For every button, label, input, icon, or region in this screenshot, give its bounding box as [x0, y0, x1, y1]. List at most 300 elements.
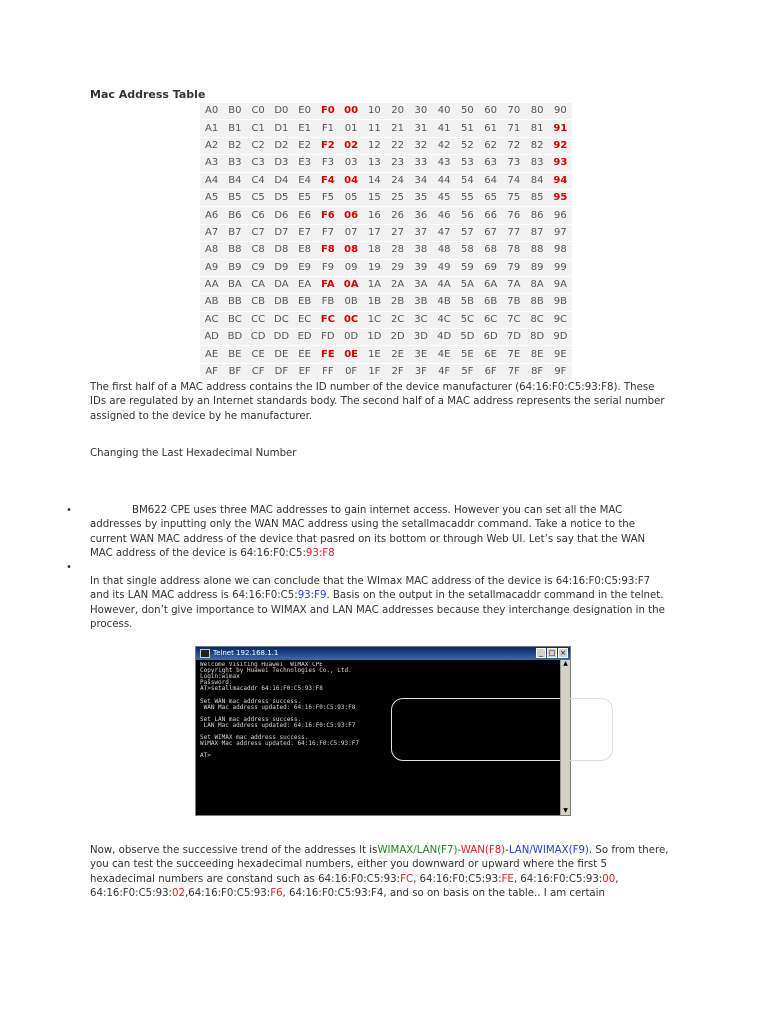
table-cell: F5 [316, 189, 339, 206]
wan-f8-label: WAN(F8) [460, 845, 506, 856]
table-cell: B7 [223, 224, 246, 241]
table-cell: DE [270, 346, 293, 363]
table-cell: 89 [526, 259, 549, 276]
table-cell: A1 [200, 120, 223, 137]
table-cell: 8C [526, 311, 549, 328]
table-cell: 78 [502, 242, 525, 259]
table-cell: CC [247, 311, 270, 328]
table-cell: 43 [433, 155, 456, 172]
table-cell: 2E [386, 346, 409, 363]
table-cell: 9A [549, 276, 572, 293]
table-cell: FF [316, 363, 339, 380]
table-cell: 4D [433, 329, 456, 346]
table-cell: 7F [502, 363, 525, 380]
table-cell: 5E [456, 346, 479, 363]
table-cell: 97 [549, 224, 572, 241]
table-cell: F3 [316, 155, 339, 172]
table-cell: 33 [409, 155, 432, 172]
table-cell: B0 [223, 103, 246, 120]
table-cell: 99 [549, 259, 572, 276]
table-cell: 93 [549, 155, 572, 172]
table-cell: 81 [526, 120, 549, 137]
table-cell: E2 [293, 137, 316, 154]
table-cell: 24 [386, 172, 409, 189]
table-cell: D8 [270, 242, 293, 259]
table-cell: 58 [456, 242, 479, 259]
table-cell: 19 [363, 259, 386, 276]
table-cell: 47 [433, 224, 456, 241]
para3-text: , 64:16:F0:C5:93: [413, 873, 502, 885]
table-cell: 2F [386, 363, 409, 380]
table-cell: 16 [363, 207, 386, 224]
table-cell: 0F [340, 363, 363, 380]
bullet-1-highlight: 93:F8 [305, 548, 335, 560]
table-cell: 96 [549, 207, 572, 224]
hex-00: 00 [602, 873, 616, 885]
table-cell: 6F [479, 363, 502, 380]
table-cell: FA [316, 276, 339, 293]
wimax-lan-paragraph [90, 575, 670, 633]
table-cell: D9 [270, 259, 293, 276]
terminal-icon [200, 649, 210, 658]
table-cell: 30 [409, 103, 432, 120]
table-cell: 11 [363, 120, 386, 137]
table-cell: 8F [526, 363, 549, 380]
table-cell: F2 [316, 137, 339, 154]
table-cell: 59 [456, 259, 479, 276]
table-cell: E6 [293, 207, 316, 224]
table-cell: EB [293, 294, 316, 311]
table-cell: F4 [316, 172, 339, 189]
table-cell: 0C [340, 311, 363, 328]
table-cell: 94 [549, 172, 572, 189]
table-cell: 1E [363, 346, 386, 363]
table-cell: C4 [247, 172, 270, 189]
table-cell: B3 [223, 155, 246, 172]
table-cell: 4B [433, 294, 456, 311]
console-line: Welcome Visiting Huawei WiMAX CPE [200, 662, 323, 668]
table-cell: AE [200, 346, 223, 363]
table-cell: D5 [270, 189, 293, 206]
table-row [200, 276, 572, 293]
table-cell: 5C [456, 311, 479, 328]
table-cell: AA [200, 276, 223, 293]
table-cell: A9 [200, 259, 223, 276]
table-cell: 61 [479, 120, 502, 137]
table-cell: 17 [363, 224, 386, 241]
console-line: Set LAN mac address success. [200, 715, 302, 723]
table-cell: 06 [340, 207, 363, 224]
table-cell: A5 [200, 189, 223, 206]
close-icon: × [558, 648, 568, 658]
table-cell: 38 [409, 242, 432, 259]
console-line: WiMAX Mac address updated: 64:16:F0:C5:93:F7 [200, 740, 359, 748]
table-cell: CB [247, 294, 270, 311]
table-cell: 2B [386, 294, 409, 311]
table-cell: FB [316, 294, 339, 311]
table-cell: 95 [549, 189, 572, 206]
table-cell: 80 [526, 103, 549, 120]
wimax-lan-f7-label: WIMAX/LAN(F7) [377, 845, 458, 856]
table-row [200, 346, 572, 363]
table-cell: F9 [316, 259, 339, 276]
para3-text: , 64:16:F0:C5:93: [513, 873, 603, 885]
table-cell: 1D [363, 329, 386, 346]
table-cell: E9 [293, 259, 316, 276]
table-cell: BC [223, 311, 246, 328]
table-cell: 09 [340, 259, 363, 276]
table-cell: A6 [200, 207, 223, 224]
bullet-marker: • [66, 562, 72, 573]
table-cell: 72 [502, 137, 525, 154]
para3-text: ,64:16:F0:C5:93: [184, 888, 271, 900]
table-cell: 98 [549, 242, 572, 259]
table-cell: 83 [526, 155, 549, 172]
table-cell: C8 [247, 242, 270, 259]
table-cell: 4E [433, 346, 456, 363]
table-cell: F1 [316, 120, 339, 137]
hex-f6: F6 [270, 888, 283, 900]
table-cell: 5D [456, 329, 479, 346]
table-cell: E5 [293, 189, 316, 206]
table-cell: 9F [549, 363, 572, 380]
table-cell: 41 [433, 120, 456, 137]
table-row [200, 224, 572, 241]
hex-02: 02 [172, 888, 185, 900]
table-cell: ED [293, 329, 316, 346]
console-line: AT> [200, 752, 211, 760]
table-cell: 50 [456, 103, 479, 120]
table-cell: 42 [433, 137, 456, 154]
telnet-window-screenshot [195, 646, 571, 816]
table-cell: 14 [363, 172, 386, 189]
table-cell: A2 [200, 137, 223, 154]
table-cell: 2D [386, 329, 409, 346]
bullet-1-text: BM622 CPE uses three MAC addresses to gain internet access. However you can set all the MAC addresses by inputting only the WAN MAC address using the setallmacaddr command. Take a notice to the current WAN MAC address of the device that pasred on its bottom or through Web UI. Let’s say that the WAN MAC address of the device is 64:16:F0:C5: [90, 505, 646, 560]
table-cell: CF [247, 363, 270, 380]
table-cell: 71 [502, 120, 525, 137]
table-cell: 40 [433, 103, 456, 120]
table-cell: BF [223, 363, 246, 380]
table-cell: 34 [409, 172, 432, 189]
table-cell: 69 [479, 259, 502, 276]
telnet-console-output [198, 662, 560, 813]
table-cell: A0 [200, 103, 223, 120]
table-cell: 29 [386, 259, 409, 276]
table-cell: 18 [363, 242, 386, 259]
bullet-marker: • [66, 505, 72, 516]
table-cell: BB [223, 294, 246, 311]
table-cell: AC [200, 311, 223, 328]
table-cell: 45 [433, 189, 456, 206]
console-line: WAN Mac address updated: 64:16:F0:C5:93:F8 [200, 703, 356, 711]
table-cell: EC [293, 311, 316, 328]
table-cell: 6C [479, 311, 502, 328]
table-cell: E1 [293, 120, 316, 137]
table-cell: 8B [526, 294, 549, 311]
maximize-icon: □ [548, 649, 556, 657]
mac-explanation-paragraph: The first half of a MAC address contains the ID number of the device manufacturer (64:16:F0:C5:93:F8). These IDs are regulated by an Internet standards body. The second half of a MAC address represents the serial number assigned to the device by he manufacturer. [90, 382, 665, 422]
table-cell: 0E [340, 346, 363, 363]
table-row [200, 103, 572, 120]
para3-text: , 64:16:F0:C5:93:F4, and so on basis on the table.. I am certain [282, 888, 605, 900]
table-cell: 54 [456, 172, 479, 189]
table-cell: 85 [526, 189, 549, 206]
table-row [200, 172, 572, 189]
table-row [200, 311, 572, 328]
table-cell: 1B [363, 294, 386, 311]
table-cell: 3F [409, 363, 432, 380]
table-cell: 20 [386, 103, 409, 120]
table-cell: 35 [409, 189, 432, 206]
console-line: AT>setallmacaddr 64:16:F0:C5:93:F8 [200, 685, 323, 693]
telnet-scrollbar [560, 660, 570, 815]
table-cell: 76 [502, 207, 525, 224]
table-cell: 1A [363, 276, 386, 293]
table-cell: 57 [456, 224, 479, 241]
table-cell: 44 [433, 172, 456, 189]
table-cell: E3 [293, 155, 316, 172]
table-cell: CD [247, 329, 270, 346]
para2-text-after: . Basis on the output in the setallmacaddr command in the telnet. However, don’t give importance to WIMAX and LAN MAC addresses because they interchange designation in the process. [90, 590, 665, 631]
table-cell: E7 [293, 224, 316, 241]
table-cell: 07 [340, 224, 363, 241]
table-cell: 4F [433, 363, 456, 380]
table-cell: 3E [409, 346, 432, 363]
table-cell: D1 [270, 120, 293, 137]
telnet-titlebar [196, 647, 570, 660]
table-cell: EF [293, 363, 316, 380]
table-cell: 92 [549, 137, 572, 154]
table-cell: 4A [433, 276, 456, 293]
table-cell: F0 [316, 103, 339, 120]
table-cell: 21 [386, 120, 409, 137]
table-cell: 7D [502, 329, 525, 346]
table-cell: 04 [340, 172, 363, 189]
table-cell: 77 [502, 224, 525, 241]
table-cell: 65 [479, 189, 502, 206]
table-cell: 9D [549, 329, 572, 346]
table-cell: 88 [526, 242, 549, 259]
table-cell: 1F [363, 363, 386, 380]
table-cell: 4C [433, 311, 456, 328]
table-cell: B2 [223, 137, 246, 154]
table-cell: 00 [340, 103, 363, 120]
table-cell: 7A [502, 276, 525, 293]
table-cell: D3 [270, 155, 293, 172]
table-cell: 0B [340, 294, 363, 311]
table-cell: 10 [363, 103, 386, 120]
table-cell: C6 [247, 207, 270, 224]
table-cell: C7 [247, 224, 270, 241]
table-cell: EA [293, 276, 316, 293]
table-cell: F6 [316, 207, 339, 224]
table-cell: FD [316, 329, 339, 346]
table-cell: DC [270, 311, 293, 328]
table-cell: 48 [433, 242, 456, 259]
para2-highlight: 93:F9 [297, 590, 327, 602]
table-cell: 90 [549, 103, 572, 120]
table-cell: B8 [223, 242, 246, 259]
table-cell: 08 [340, 242, 363, 259]
table-cell: B5 [223, 189, 246, 206]
table-cell: C3 [247, 155, 270, 172]
table-cell: B6 [223, 207, 246, 224]
hex-fc: FC [400, 873, 414, 885]
table-cell: B9 [223, 259, 246, 276]
table-cell: 05 [340, 189, 363, 206]
table-cell: 5F [456, 363, 479, 380]
table-cell: D7 [270, 224, 293, 241]
table-cell: E0 [293, 103, 316, 120]
table-cell: 60 [479, 103, 502, 120]
para3-text: . So from there, you can test the succeeding hexadecimal numbers, either you downward or upward where the first 5 hexadecimal numbers are constand such as 64:16:F0:C5:93: [90, 845, 669, 885]
table-cell: 03 [340, 155, 363, 172]
table-cell: 75 [502, 189, 525, 206]
table-cell: 1C [363, 311, 386, 328]
minimize-icon: _ [536, 648, 546, 658]
table-cell: C1 [247, 120, 270, 137]
table-cell: 5B [456, 294, 479, 311]
table-cell: 7C [502, 311, 525, 328]
table-cell: 15 [363, 189, 386, 206]
table-cell: 23 [386, 155, 409, 172]
table-cell: D2 [270, 137, 293, 154]
console-line: Password: [200, 679, 233, 687]
console-line: Copyright by Huawei Technologies Co., Ltd. [200, 667, 352, 675]
scroll-up-icon: ▲ [561, 660, 570, 668]
table-row [200, 207, 572, 224]
table-cell: 0A [340, 276, 363, 293]
console-line: Login:wimax [200, 673, 240, 681]
para3-text: - [505, 845, 509, 856]
table-cell: DB [270, 294, 293, 311]
table-row [200, 329, 572, 346]
page-heading: Mac Address Table [90, 88, 206, 101]
table-cell: AD [200, 329, 223, 346]
table-cell: A3 [200, 155, 223, 172]
table-cell: EE [293, 346, 316, 363]
table-cell: F8 [316, 242, 339, 259]
table-cell: 67 [479, 224, 502, 241]
table-cell: 6E [479, 346, 502, 363]
table-cell: E4 [293, 172, 316, 189]
table-cell: FE [316, 346, 339, 363]
table-cell: 12 [363, 137, 386, 154]
telnet-title: Telnet 192.168.1.1 [213, 649, 279, 657]
lan-wimax-f9-label: LAN/WIMAX(F9) [508, 845, 589, 856]
console-line: Set WIMAX mac address success. [200, 734, 309, 742]
table-cell: BE [223, 346, 246, 363]
table-cell: 8A [526, 276, 549, 293]
trend-paragraph [90, 844, 670, 902]
console-line: LAN Mac address updated: 64:16:F0:C5:93:F7 [200, 721, 356, 729]
table-cell: 46 [433, 207, 456, 224]
bullet-paragraph-1 [90, 504, 670, 562]
scroll-down-icon: ▼ [561, 807, 570, 815]
table-cell: 87 [526, 224, 549, 241]
table-cell: 68 [479, 242, 502, 259]
table-cell: D0 [270, 103, 293, 120]
table-cell: 9E [549, 346, 572, 363]
table-cell: 31 [409, 120, 432, 137]
table-cell: A4 [200, 172, 223, 189]
para3-text: , 64:16:F0:C5:93: [90, 873, 619, 900]
table-cell: 25 [386, 189, 409, 206]
table-cell: 3A [409, 276, 432, 293]
table-cell: 22 [386, 137, 409, 154]
table-cell: C9 [247, 259, 270, 276]
table-cell: E8 [293, 242, 316, 259]
table-cell: 2A [386, 276, 409, 293]
table-cell: A7 [200, 224, 223, 241]
table-cell: 3D [409, 329, 432, 346]
table-cell: 3C [409, 311, 432, 328]
table-cell: 52 [456, 137, 479, 154]
table-row [200, 259, 572, 276]
table-cell: 37 [409, 224, 432, 241]
hex-fe: FE [501, 873, 514, 885]
table-cell: C5 [247, 189, 270, 206]
table-cell: 91 [549, 120, 572, 137]
table-cell: 64 [479, 172, 502, 189]
table-cell: 70 [502, 103, 525, 120]
table-cell: C2 [247, 137, 270, 154]
table-cell: CA [247, 276, 270, 293]
table-cell: DF [270, 363, 293, 380]
table-cell: B1 [223, 120, 246, 137]
table-cell: 39 [409, 259, 432, 276]
table-cell: 6B [479, 294, 502, 311]
table-row [200, 137, 572, 154]
para3-text: Now, observe the successive trend of the addresses It is [90, 845, 378, 856]
table-cell: DD [270, 329, 293, 346]
table-cell: 2C [386, 311, 409, 328]
table-cell: 84 [526, 172, 549, 189]
table-cell: 5A [456, 276, 479, 293]
table-row [200, 155, 572, 172]
table-cell: 27 [386, 224, 409, 241]
table-cell: A8 [200, 242, 223, 259]
table-row [200, 120, 572, 137]
table-cell: 53 [456, 155, 479, 172]
table-cell: DA [270, 276, 293, 293]
table-cell: BA [223, 276, 246, 293]
table-cell: 66 [479, 207, 502, 224]
table-cell: 7B [502, 294, 525, 311]
table-cell: 0D [340, 329, 363, 346]
table-cell: BD [223, 329, 246, 346]
table-cell: AB [200, 294, 223, 311]
table-cell: 6D [479, 329, 502, 346]
table-cell: 49 [433, 259, 456, 276]
table-cell: CE [247, 346, 270, 363]
table-cell: 32 [409, 137, 432, 154]
table-row [200, 242, 572, 259]
table-cell: 02 [340, 137, 363, 154]
table-cell: 13 [363, 155, 386, 172]
table-cell: 8E [526, 346, 549, 363]
table-cell: 51 [456, 120, 479, 137]
table-cell: 36 [409, 207, 432, 224]
table-cell: 79 [502, 259, 525, 276]
table-cell: 62 [479, 137, 502, 154]
console-line: Set WAN mac address success. [200, 697, 302, 705]
table-cell: 56 [456, 207, 479, 224]
para2-text: In that single address alone we can conclude that the WImax MAC address of the device is 64:16:F0:C5:93:F7 and its LAN MAC address is 64:16:F0:C5: [90, 576, 651, 602]
table-cell: 9B [549, 294, 572, 311]
table-cell: 82 [526, 137, 549, 154]
